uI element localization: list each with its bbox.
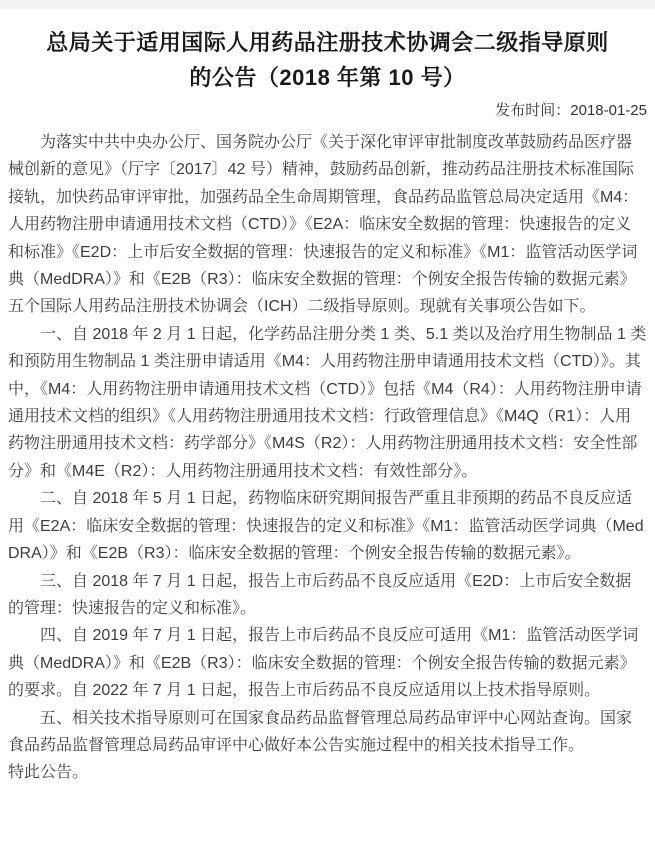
- paragraph-item-3: 三、自 2018 年 7 月 1 日起，报告上市后药品不良反应适用《E2D：上市后安全数据的管理：快速报告的定义和标准》。: [8, 572, 632, 617]
- page-title: [12, 25, 643, 95]
- paragraph-item-1: 一、自 2018 年 2 月 1 日起，化学药品注册分类 1 类、5.1 类以及治疗用生物制品 1 类和预防用生物制品 1 类注册申请适用《M4：人用药物注册申请通用技术文档（CTD）》。其中，《M4：人用药物注册申请通用技术文档（CTD）》包括《M4（R4）：人用药物注册申请通用技术文档的组织》《人用药物注册通用技术文档：行政管理信息》《M4Q（R1）：人用药物注册通用技术文档：药学部分》《M4S（R2）：人用药物注册通用技术文档：安全性部分》和《M4E（R2）：人用药物注册通用技术文档：有效性部分》。: [8, 325, 647, 480]
- page-title-line-1: 总局关于适用国际人用药品注册技术协调会二级指导原则: [46, 30, 609, 55]
- page-title-line-2: 的公告（2018 年第 10 号）: [189, 65, 466, 90]
- document-body: [0, 25, 655, 787]
- paragraph-item-4: 四、自 2019 年 7 月 1 日起，报告上市后药品不良反应可适用《M1：监管活动医学词典（MedDRA）》和《E2B（R3）：临床安全数据的管理：个例安全报告传输的数据元素》的要求。自 2022 年 7 月 1 日起，报告上市后药品不良反应适用以上技术指导原则。: [8, 627, 639, 700]
- top-divider-bar: [0, 0, 655, 9]
- publish-time: [8, 101, 647, 121]
- publish-time-label: 发布时间：: [495, 102, 571, 119]
- publish-date: 2018-01-25: [570, 102, 647, 119]
- paragraph-item-5: 五、相关技术指导原则可在国家食品药品监督管理总局药品审评中心网站查询。国家食品药品监督管理总局药品审评中心做好本公告实施过程中的相关技术指导工作。: [8, 709, 633, 754]
- paragraph-closing: 特此公告。: [8, 764, 89, 782]
- announcement-text: [8, 129, 647, 787]
- paragraph-intro: 为落实中共中央办公厅、国务院办公厅《关于深化审评审批制度改革鼓励药品医疗器械创新的意见》（厅字〔2017〕42 号）精神，鼓励药品创新，推动药品注册技术标准国际接轨，加快药品审评审批，加强药品全生命周期管理，食品药品监管总局决定适用《M4：人用药物注册申请通用技术文档（CTD）》《E2A：临床安全数据的管理：快速报告的定义和标准》《E2D：上市后安全数据的管理：快速报告的定义和标准》《M1：监管活动医学词典（MedDRA）》和《E2B（R3）：临床安全数据的管理：个例安全报告传输的数据元素》五个国际人用药品注册技术协调会（ICH）二级指导原则。现就有关事项公告如下。: [8, 134, 639, 316]
- paragraph-item-2: 二、自 2018 年 5 月 1 日起，药物临床研究期间报告严重且非预期的药品不良反应适用《E2A：临床安全数据的管理：快速报告的定义和标准》《M1：监管活动医学词典（MedDRA）》和《E2B（R3）：临床安全数据的管理：个例安全报告传输的数据元素》。: [8, 490, 644, 563]
